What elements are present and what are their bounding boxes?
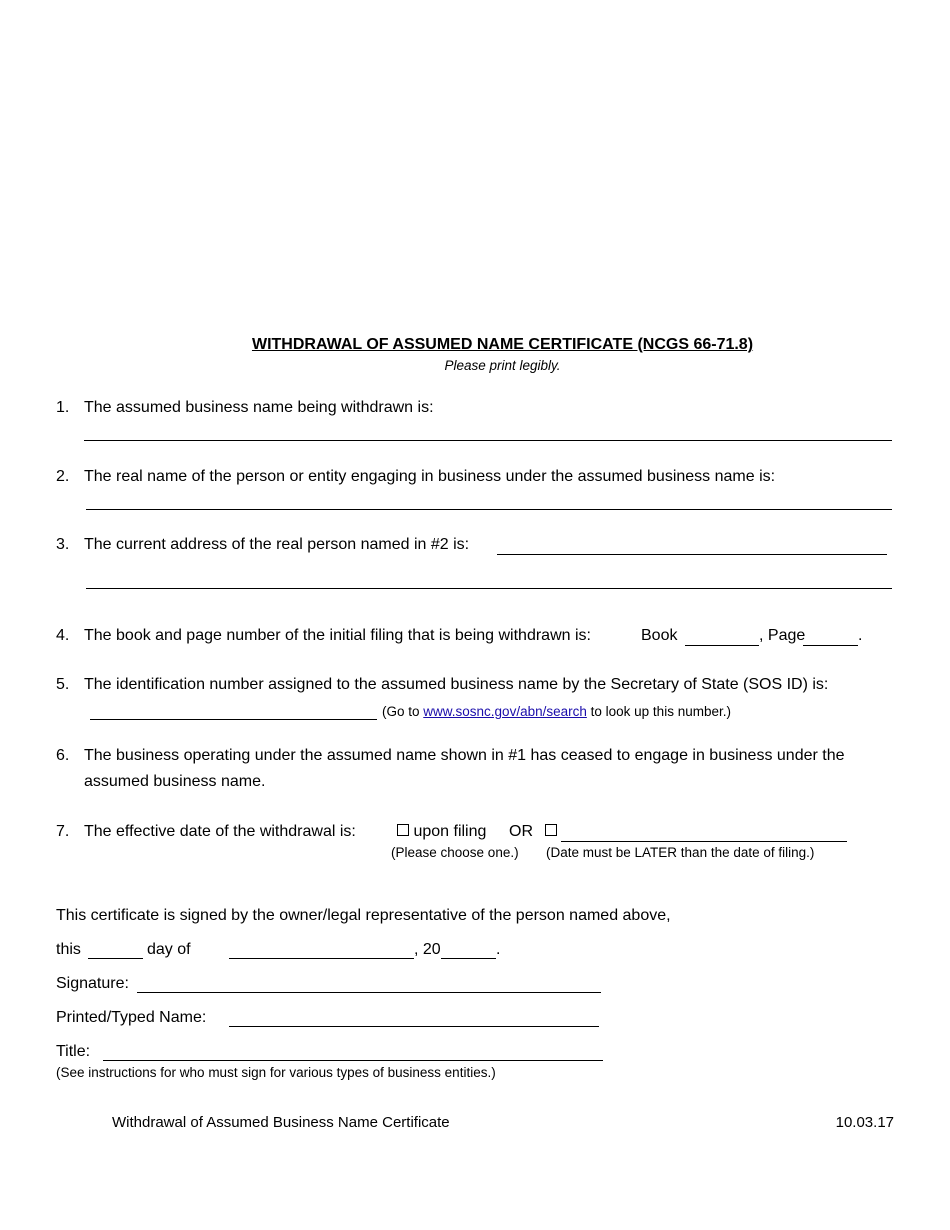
form-subtitle: Please print legibly. bbox=[444, 358, 561, 373]
footer-revision-date: 10.03.17 bbox=[835, 1114, 894, 1131]
address-field-line-2[interactable] bbox=[86, 588, 892, 589]
signature-field[interactable] bbox=[137, 992, 601, 993]
item-6-text-line-2: assumed business name. bbox=[84, 773, 266, 790]
upon-filing-option[interactable] bbox=[397, 823, 486, 841]
day-field[interactable] bbox=[88, 958, 143, 959]
year-field[interactable] bbox=[441, 958, 496, 959]
day-of-label: day of bbox=[147, 941, 191, 958]
real-name-field[interactable] bbox=[86, 509, 892, 510]
sos-search-link[interactable]: www.sosnc.gov/abn/search bbox=[423, 704, 587, 719]
item-5-text: The identification number assigned to the assumed business name by the Secretary of State (SOS ID) is: bbox=[84, 676, 829, 693]
item-1-text: The assumed business name being withdrawn is: bbox=[84, 399, 434, 416]
assumed-name-field[interactable] bbox=[84, 440, 892, 441]
signing-statement: This certificate is signed by the owner/legal representative of the person named above, bbox=[56, 907, 671, 924]
item-3-number: 3. bbox=[56, 536, 70, 553]
item-4-number: 4. bbox=[56, 627, 70, 644]
sos-id-field[interactable] bbox=[90, 719, 377, 720]
title-field[interactable] bbox=[103, 1060, 603, 1061]
book-number-field[interactable] bbox=[685, 645, 759, 646]
month-field[interactable] bbox=[229, 958, 414, 959]
signature-label: Signature: bbox=[56, 975, 129, 992]
signing-instructions: (See instructions for who must sign for various types of business entities.) bbox=[56, 1065, 496, 1080]
date-later-note: (Date must be LATER than the date of filing.) bbox=[546, 845, 815, 860]
item-5-number: 5. bbox=[56, 676, 70, 693]
item-4-text: The book and page number of the initial filing that is being withdrawn is: bbox=[84, 627, 591, 644]
title-label: Title: bbox=[56, 1043, 91, 1060]
this-label: this bbox=[56, 941, 81, 958]
choose-one-note: (Please choose one.) bbox=[391, 845, 519, 860]
page-number-field[interactable] bbox=[803, 645, 858, 646]
effective-date-field[interactable] bbox=[561, 841, 847, 842]
item-2-text: The real name of the person or entity engaging in business under the assumed business name is: bbox=[84, 468, 776, 485]
printed-name-field[interactable] bbox=[229, 1026, 599, 1027]
year-end: . bbox=[496, 941, 501, 958]
item-7-number: 7. bbox=[56, 823, 70, 840]
page-label: , Page bbox=[759, 627, 806, 644]
address-field-line-1[interactable] bbox=[497, 554, 887, 555]
book-label: Book bbox=[641, 627, 678, 644]
item-7-text: The effective date of the withdrawal is: bbox=[84, 823, 356, 840]
item-4-end: . bbox=[858, 627, 863, 644]
upon-filing-label: upon filing bbox=[413, 823, 487, 840]
footer-form-name: Withdrawal of Assumed Business Name Certificate bbox=[112, 1114, 450, 1131]
sos-id-note bbox=[382, 704, 731, 719]
printed-name-label: Printed/Typed Name: bbox=[56, 1009, 207, 1026]
item-1-number: 1. bbox=[56, 399, 70, 416]
upon-filing-checkbox[interactable] bbox=[397, 824, 409, 836]
year-prefix: , 20 bbox=[414, 941, 441, 958]
sos-note-post: to look up this number.) bbox=[590, 704, 731, 719]
or-label: OR bbox=[509, 823, 533, 840]
item-6-number: 6. bbox=[56, 747, 70, 764]
item-3-text: The current address of the real person named in #2 is: bbox=[84, 536, 470, 553]
item-6-text-line-1: The business operating under the assumed name shown in #1 has ceased to engage in business under the bbox=[84, 747, 845, 764]
sos-note-pre: (Go to bbox=[382, 704, 420, 719]
later-date-option[interactable] bbox=[545, 823, 557, 841]
form-title: WITHDRAWAL OF ASSUMED NAME CERTIFICATE (NCGS 66-71.8) bbox=[251, 336, 754, 353]
item-2-number: 2. bbox=[56, 468, 70, 485]
later-date-checkbox[interactable] bbox=[545, 824, 557, 836]
